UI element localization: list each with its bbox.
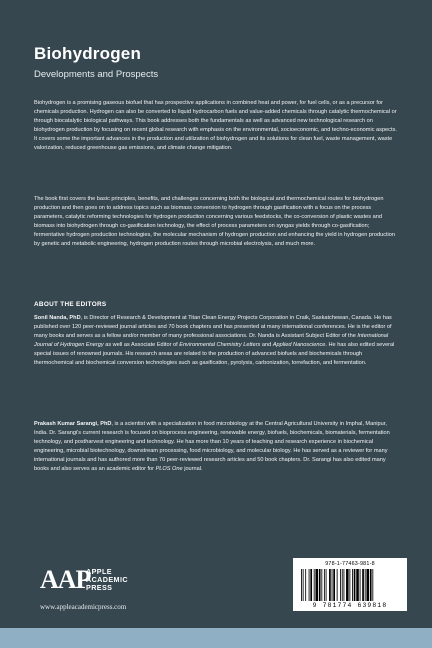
barcode-bar — [370, 569, 372, 601]
editor-2-text: , is a scientist with a specialization in food microbiology at the Central Agricultural University in Imphal, Manipur, India. Dr. Sarangi's current research is focused on bioprocess engineering, renewable energy, biofuels, biochemicals, biomaterials, fermentation technology, and postharvest engineering and technology. He has more than 10 years of teaching and research experience in biochemical engineering, microbial biotechnology, downstream processing, food microbiology, and molecular biology. He has served as a reviewer for many international journals and has authored more than 70 peer-reviewed research articles and 50 book chapters. Dr. Sarangi has also edited many books and also serves as an academic editor for — [34, 421, 390, 472]
editor-1-text: . He has also edited several special issues of renowned journals. His research areas are related to the production of advanced biofuels and biochemicals through thermochemical and biochemical conversion technologies such as gasification, pyrolysis, carbonization, torrefaction, and fermentation. — [34, 342, 395, 366]
barcode-bar — [321, 569, 322, 601]
barcode-bar — [319, 569, 321, 601]
description-paragraph-2: The book first covers the basic principles, benefits, and challenges concerning both the biological and thermochemical routes for biohydrogen production and then goes on to address topics such as biomass conversion to hydrogen through gasification with a focus on the process parameters, catalytic reforming technologies for hydrogen production concerning various feedstocks, the co-conversion of plastic wastes and biomass into biohydrogen through co-gasification technology, the effect of process parameters on syngas yields through co-gasification; fermentative hydrogen production technologies, the molecular mechanism of hydrogen production and enhancing the yield in hydrogen production by genetic and metabolic engineering, hydrogen production routes through microbial electrolysis, and much more. — [34, 196, 396, 247]
barcode-bar — [356, 569, 359, 601]
barcode-bar — [337, 569, 338, 601]
about-editors-heading: ABOUT THE EDITORS — [34, 301, 107, 308]
editor-2-text: journal. — [182, 466, 203, 472]
barcode-bar — [346, 569, 349, 601]
description-paragraph-1: Biohydrogen is a promising gaseous biofuel that has prospective applications in combined heat and power, for fuel cells, or as a precursor for chemicals production. Hydrogen can also be converted to liquid hydrocarbon fuels and value-added chemicals through catalytic thermochemical or through biocatalytic biological pathways. This book addresses both the fundamentals as well as advanced new technological research on biohydrogen production by focusing on recent global research with emphasis on the environmental, socioeconomic, and techno-economic aspects. It covers some the important advances in the production and utilization of biohydrogen and its solutions for clean fuel, waste management, waste valorization, reduced greenhouse gas emissions, and climate change mitigation. — [34, 100, 397, 151]
editor-2-journal-1: PLOS One — [155, 466, 183, 472]
barcode-bar — [365, 569, 366, 601]
editor-1-journal-3: Applied Nanoscience — [272, 342, 326, 348]
barcode-bar — [309, 569, 310, 601]
barcode-bar — [332, 569, 333, 601]
editor-1-text: and — [260, 342, 273, 348]
barcode-bar — [326, 569, 327, 601]
barcode-bar — [310, 569, 312, 601]
editor-1-journal-1: International Journal of Hydrogen Energy — [34, 333, 389, 348]
barcode-bar — [372, 569, 373, 601]
barcode-bar — [305, 569, 306, 601]
publisher-name-line: ACADEMIC — [86, 575, 128, 585]
barcode-bar — [349, 569, 350, 601]
barcode-bar — [342, 569, 343, 601]
book-subtitle: Developments and Prospects — [34, 69, 159, 80]
barcode-bar — [333, 569, 335, 601]
barcode-bar — [315, 569, 318, 601]
editor-2-name: Prakash Kumar Sarangi, PhD — [34, 421, 112, 427]
barcode-bar — [366, 569, 369, 601]
barcode-bar — [303, 569, 304, 601]
barcode-bar — [329, 569, 331, 601]
barcode-bar — [344, 569, 345, 601]
book-title: Biohydrogen — [34, 44, 142, 63]
barcode-bar — [340, 569, 341, 601]
barcode — [293, 558, 407, 611]
editor-1-text: as well as Associate Editor of — [103, 342, 180, 348]
editor-bio-2 — [34, 420, 400, 474]
bottom-color-band — [0, 628, 432, 648]
editor-1-journal-2: Environmental Chemistry Letters — [179, 342, 261, 348]
publisher-website[interactable]: www.appleacademicpress.com — [40, 603, 127, 611]
barcode-bar — [362, 569, 364, 601]
editor-bio-1 — [34, 314, 400, 368]
publisher-logo-mark: AAP — [40, 565, 91, 594]
ean-number: 9 781774 639818 — [312, 602, 388, 609]
publisher-name — [86, 568, 128, 593]
barcode-bars — [301, 569, 399, 601]
barcode-bar — [301, 569, 302, 601]
publisher-name-line: PRESS — [86, 583, 113, 593]
barcode-bar — [324, 569, 325, 601]
barcode-bar — [314, 569, 315, 601]
editor-1-text: , is Director of Research & Development at Titan Clean Energy Projects Corporation in Craik, Saskatchewan, Canada. He has published over 120 peer-reviewed journal articles and 70 book chapters and has presented at many international conferences. He is the editor of many books and serves as a fellow and/or member of many professional associations. Dr. Nanda is Assistant Subject Editor of the — [34, 315, 392, 339]
barcode-bar — [352, 569, 353, 601]
publisher-logo — [40, 565, 200, 601]
barcode-bar — [354, 569, 356, 601]
editor-1-name: Sonil Nanda, PhD — [34, 315, 81, 321]
barcode-bar — [360, 569, 361, 601]
isbn-number: 978-1-77463-981-8 — [325, 561, 375, 567]
publisher-name-line: APPLE — [86, 567, 112, 576]
